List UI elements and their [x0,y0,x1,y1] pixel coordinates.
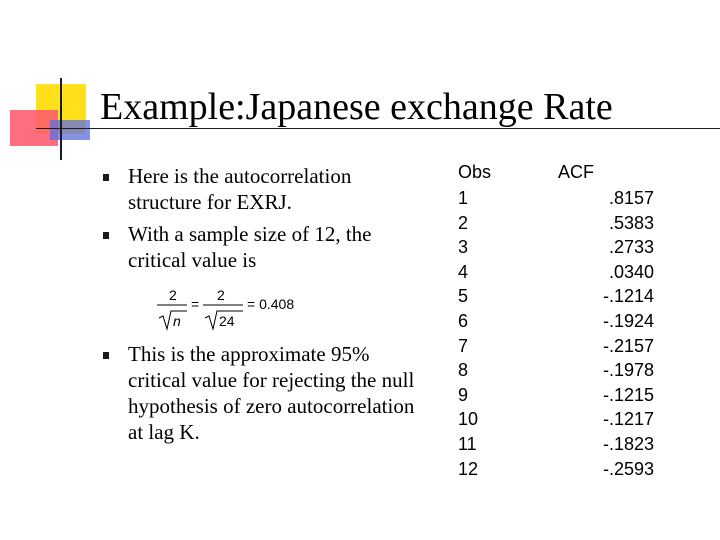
logo-vertical-line [60,78,62,160]
bullet-marker [103,174,109,181]
obs-cell: 2 [458,212,469,233]
acf-cell: .2733 [608,237,654,258]
column-header-acf: ACF [558,162,594,182]
table-row [458,262,654,287]
obs-cell: 10 [458,409,479,430]
acf-cell: -.2157 [602,335,654,356]
acf-cell: -.1215 [602,384,654,405]
table-row [458,237,654,262]
acf-cell: .0340 [608,261,654,282]
table-row [458,311,654,336]
formula-denominator: 24 [219,313,235,329]
column-header-obs: Obs [458,162,492,182]
obs-cell: 4 [458,261,469,282]
acf-cell: -.1924 [602,311,654,331]
table-row [458,336,654,361]
bullet-marker [103,352,109,359]
table-row [458,360,654,385]
formula-denominator: n [173,313,181,329]
critical-value-formula [155,284,315,334]
acf-cell: .8157 [608,188,654,208]
table-row [458,385,654,410]
obs-cell: 6 [458,311,469,331]
obs-cell: 8 [458,360,469,381]
acf-cell: .5383 [608,212,654,233]
table-row [458,213,654,238]
formula-equals: = [191,296,200,312]
acf-cell: -.1214 [602,286,654,307]
acf-cell: -.2593 [602,458,654,479]
bullet-text: This is the approximate 95% critical value for rejecting the null hypothesis of zero autocorrelation at lag K. [128,342,415,444]
bullet-text: Here is the autocorrelation structure for EXRJ. [128,164,352,214]
table-row [458,188,654,213]
acf-cell: -.1978 [602,360,654,381]
acf-cell: -.1217 [602,409,654,430]
obs-cell: 12 [458,458,479,479]
bullet-text: With a sample size of 12, the critical value is [128,222,372,272]
table-row [458,459,654,484]
obs-cell: 5 [458,286,469,307]
table-row [458,409,654,434]
logo-blue-block [50,120,90,140]
formula-result: = 0.408 [247,296,295,312]
obs-cell: 1 [458,188,469,208]
acf-cell: -.1823 [602,434,654,454]
bullet-marker [103,232,109,239]
table-row [458,286,654,311]
obs-cell: 9 [458,384,469,405]
obs-cell: 3 [458,237,469,258]
table-row [458,434,654,459]
formula-numerator: 2 [169,287,177,303]
slide-title: Example:Japanese exchange Rate [100,86,613,128]
formula-numerator: 2 [217,287,225,303]
obs-cell: 11 [458,434,477,454]
obs-cell: 7 [458,335,469,356]
